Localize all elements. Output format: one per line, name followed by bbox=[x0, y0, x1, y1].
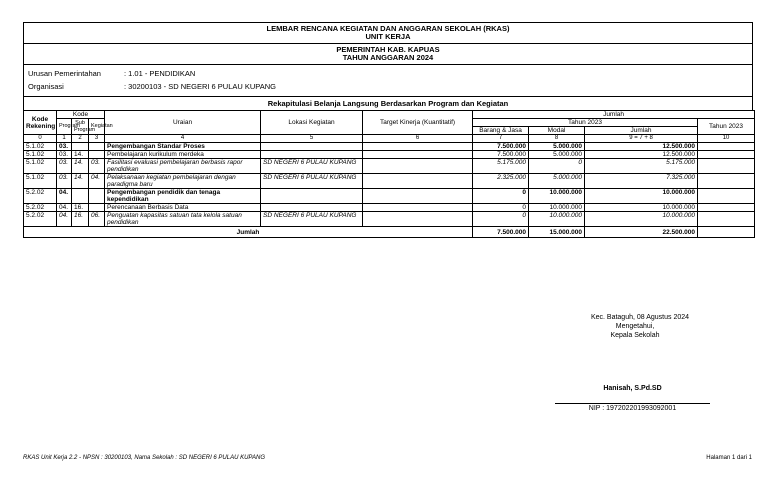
cell-rekening: 5.1.02 bbox=[24, 159, 57, 174]
cell-kegiatan bbox=[89, 189, 105, 204]
cell-program: 03. bbox=[57, 174, 72, 189]
cell-lokasi bbox=[261, 143, 363, 151]
total-row bbox=[24, 227, 755, 238]
table-row bbox=[24, 189, 755, 204]
cell-sub-program: 14. bbox=[72, 174, 89, 189]
cell-modal: 0 bbox=[529, 159, 585, 174]
column-number-row bbox=[24, 135, 755, 143]
cell-sub-program: 14. bbox=[72, 159, 89, 174]
signer-nip: NIP : 197202201993092001 bbox=[555, 403, 710, 412]
document-title bbox=[24, 23, 752, 43]
cell-tahun-2023 bbox=[698, 189, 755, 204]
cell-uraian: Pengembangan Standar Proses bbox=[105, 143, 261, 151]
organisasi-value: : 30200103 - SD NEGERI 6 PULAU KUPANG bbox=[124, 82, 277, 91]
col-number: 4 bbox=[105, 135, 261, 143]
title-line-1: LEMBAR RENCANA KEGIATAN DAN ANGGARAN SEKOLAH (RKAS) bbox=[266, 24, 510, 33]
cell-sub-program: 16. bbox=[72, 212, 89, 227]
table-row bbox=[24, 174, 755, 189]
total-barang-jasa: 7.500.000 bbox=[473, 227, 529, 238]
cell-sub-program bbox=[72, 189, 89, 204]
col-kode-rekening: Kode Rekening bbox=[24, 111, 57, 135]
cell-modal: 5.000.000 bbox=[529, 174, 585, 189]
cell-sub-program: 14. bbox=[72, 151, 89, 159]
urusan-label: Urusan Pemerintahan bbox=[28, 69, 101, 78]
cell-kegiatan: 04. bbox=[89, 174, 105, 189]
cell-uraian: Pengembangan pendidik dan tenaga kependidikan bbox=[105, 189, 261, 204]
cell-lokasi bbox=[261, 151, 363, 159]
title-line-2: UNIT KERJA bbox=[365, 32, 411, 41]
col-modal: Modal bbox=[529, 127, 585, 135]
total-modal: 15.000.000 bbox=[529, 227, 585, 238]
cell-tahun-2023 bbox=[698, 204, 755, 212]
cell-modal: 10.000.000 bbox=[529, 189, 585, 204]
col-number: 10 bbox=[698, 135, 755, 143]
cell-kegiatan: 03. bbox=[89, 159, 105, 174]
cell-target bbox=[363, 159, 473, 174]
cell-barang-jasa: 0 bbox=[473, 204, 529, 212]
cell-lokasi: SD NEGERI 6 PULAU KUPANG bbox=[261, 212, 363, 227]
cell-jumlah: 12.500.000 bbox=[585, 151, 698, 159]
rkas-document bbox=[23, 22, 753, 238]
cell-barang-jasa: 5.175.000 bbox=[473, 159, 529, 174]
cell-target bbox=[363, 151, 473, 159]
cell-rekening: 5.1.02 bbox=[24, 151, 57, 159]
table-row bbox=[24, 143, 755, 151]
cell-sub-program bbox=[72, 143, 89, 151]
cell-tahun-2023 bbox=[698, 174, 755, 189]
cell-program: 04. bbox=[57, 189, 72, 204]
cell-modal: 5.000.000 bbox=[529, 151, 585, 159]
cell-rekening: 5.2.02 bbox=[24, 204, 57, 212]
urusan-value: : 1.01 - PENDIDIKAN bbox=[124, 69, 196, 78]
cell-program: 03. bbox=[57, 159, 72, 174]
cell-tahun-2023 bbox=[698, 212, 755, 227]
col-uraian: Uraian bbox=[105, 111, 261, 135]
col-barang-jasa: Barang & Jasa bbox=[473, 127, 529, 135]
cell-tahun-2023 bbox=[698, 159, 755, 174]
cell-jumlah: 10.000.000 bbox=[585, 212, 698, 227]
urusan-row bbox=[28, 67, 748, 80]
col-kode: Kode bbox=[57, 111, 105, 119]
cell-rekening: 5.2.02 bbox=[24, 189, 57, 204]
col-number: 9 = 7 + 8 bbox=[585, 135, 698, 143]
col-number: 7 bbox=[473, 135, 529, 143]
total-tahun-2023 bbox=[698, 227, 755, 238]
col-jumlah-sub: Jumlah bbox=[585, 127, 698, 135]
cell-lokasi bbox=[261, 204, 363, 212]
cell-modal: 10.000.000 bbox=[529, 204, 585, 212]
col-tahun-2023-group: Tahun 2023 bbox=[473, 119, 698, 127]
cell-target bbox=[363, 189, 473, 204]
cell-rekening: 5.1.02 bbox=[24, 174, 57, 189]
table-row bbox=[24, 212, 755, 227]
cell-modal: 5.000.000 bbox=[529, 143, 585, 151]
cell-program: 03. bbox=[57, 143, 72, 151]
cell-jumlah: 5.175.000 bbox=[585, 159, 698, 174]
gov-line-1: PEMERINTAH KAB. KAPUAS bbox=[336, 45, 440, 54]
cell-program: 03. bbox=[57, 151, 72, 159]
cell-lokasi bbox=[261, 189, 363, 204]
cell-lokasi: SD NEGERI 6 PULAU KUPANG bbox=[261, 159, 363, 174]
table-row bbox=[24, 159, 755, 174]
cell-barang-jasa: 7.500.000 bbox=[473, 143, 529, 151]
signature-place-date: Kec. Bataguh, 08 Agustus 2024 bbox=[590, 314, 690, 321]
cell-kegiatan bbox=[89, 204, 105, 212]
table-row bbox=[24, 204, 755, 212]
budget-table bbox=[23, 110, 755, 238]
total-jumlah: 22.500.000 bbox=[585, 227, 698, 238]
cell-tahun-2023 bbox=[698, 151, 755, 159]
col-program: Program bbox=[57, 119, 72, 135]
cell-program: 04. bbox=[57, 212, 72, 227]
cell-uraian: Perencanaan Berbasis Data bbox=[105, 204, 261, 212]
footer-document-info: RKAS Unit Kerja 2.2 - NPSN : 30200103, Nama Sekolah : SD NEGERI 6 PULAU KUPANG bbox=[23, 455, 265, 461]
cell-kegiatan bbox=[89, 151, 105, 159]
cell-kegiatan bbox=[89, 143, 105, 151]
signer-name: Hanisah, S.Pd.SD bbox=[603, 385, 662, 392]
organisasi-row bbox=[28, 80, 748, 93]
cell-jumlah: 10.000.000 bbox=[585, 189, 698, 204]
table-row bbox=[24, 151, 755, 159]
cell-target bbox=[363, 143, 473, 151]
cell-target bbox=[363, 174, 473, 189]
col-jumlah: Jumlah bbox=[473, 111, 755, 119]
government-header bbox=[24, 43, 752, 64]
col-lokasi: Lokasi Kegiatan bbox=[261, 111, 363, 135]
cell-target bbox=[363, 204, 473, 212]
cell-barang-jasa: 2.325.000 bbox=[473, 174, 529, 189]
cell-barang-jasa: 0 bbox=[473, 212, 529, 227]
cell-barang-jasa: 7.500.000 bbox=[473, 151, 529, 159]
cell-jumlah: 10.000.000 bbox=[585, 204, 698, 212]
cell-jumlah: 7.325.000 bbox=[585, 174, 698, 189]
document-header bbox=[23, 22, 753, 65]
cell-uraian: Penguatan kapasitas satuan tata kelola satuan pendidikan bbox=[105, 212, 261, 227]
cell-uraian: Pembelajaran kurikulum merdeka bbox=[105, 151, 261, 159]
cell-kegiatan: 06. bbox=[89, 212, 105, 227]
col-number: 6 bbox=[363, 135, 473, 143]
col-target: Target Kinerja (Kuantitatif) bbox=[363, 111, 473, 135]
cell-uraian: Fasilitasi evaluasi pembelajaran berbasis rapor pendidikan bbox=[105, 159, 261, 174]
col-number: 1 bbox=[57, 135, 72, 143]
cell-barang-jasa: 0 bbox=[473, 189, 529, 204]
col-number: 3 bbox=[89, 135, 105, 143]
info-section bbox=[23, 65, 753, 97]
signature-acknowledged: Mengetahui, bbox=[615, 323, 655, 330]
cell-rekening: 5.2.02 bbox=[24, 212, 57, 227]
signature-role: Kepala Sekolah bbox=[610, 332, 660, 339]
col-number: 8 bbox=[529, 135, 585, 143]
col-sub-program: Sub Program bbox=[72, 119, 89, 135]
cell-sub-program: 16. bbox=[72, 204, 89, 212]
signature-block bbox=[555, 313, 715, 340]
cell-rekening: 5.1.02 bbox=[24, 143, 57, 151]
col-number: 5 bbox=[261, 135, 363, 143]
col-kegiatan: Kegiatan bbox=[89, 119, 105, 135]
rekap-title: Rekapitulasi Belanja Langsung Berdasarkan Program dan Kegiatan bbox=[23, 97, 753, 111]
cell-jumlah: 12.500.000 bbox=[585, 143, 698, 151]
organisasi-label: Organisasi bbox=[28, 82, 64, 91]
cell-tahun-2023 bbox=[698, 143, 755, 151]
cell-program: 04. bbox=[57, 204, 72, 212]
cell-lokasi: SD NEGERI 6 PULAU KUPANG bbox=[261, 174, 363, 189]
cell-target bbox=[363, 212, 473, 227]
col-number: 0 bbox=[24, 135, 57, 143]
col-tahun-2023: Tahun 2023 bbox=[698, 119, 755, 135]
total-label: Jumlah bbox=[24, 227, 473, 238]
col-number: 2 bbox=[72, 135, 89, 143]
gov-line-2: TAHUN ANGGARAN 2024 bbox=[342, 53, 434, 62]
footer-page-number: Halaman 1 dari 1 bbox=[706, 455, 752, 461]
cell-modal: 10.000.000 bbox=[529, 212, 585, 227]
cell-uraian: Pelaksanaan kegiatan pembelajaran dengan paradigma baru bbox=[105, 174, 261, 189]
